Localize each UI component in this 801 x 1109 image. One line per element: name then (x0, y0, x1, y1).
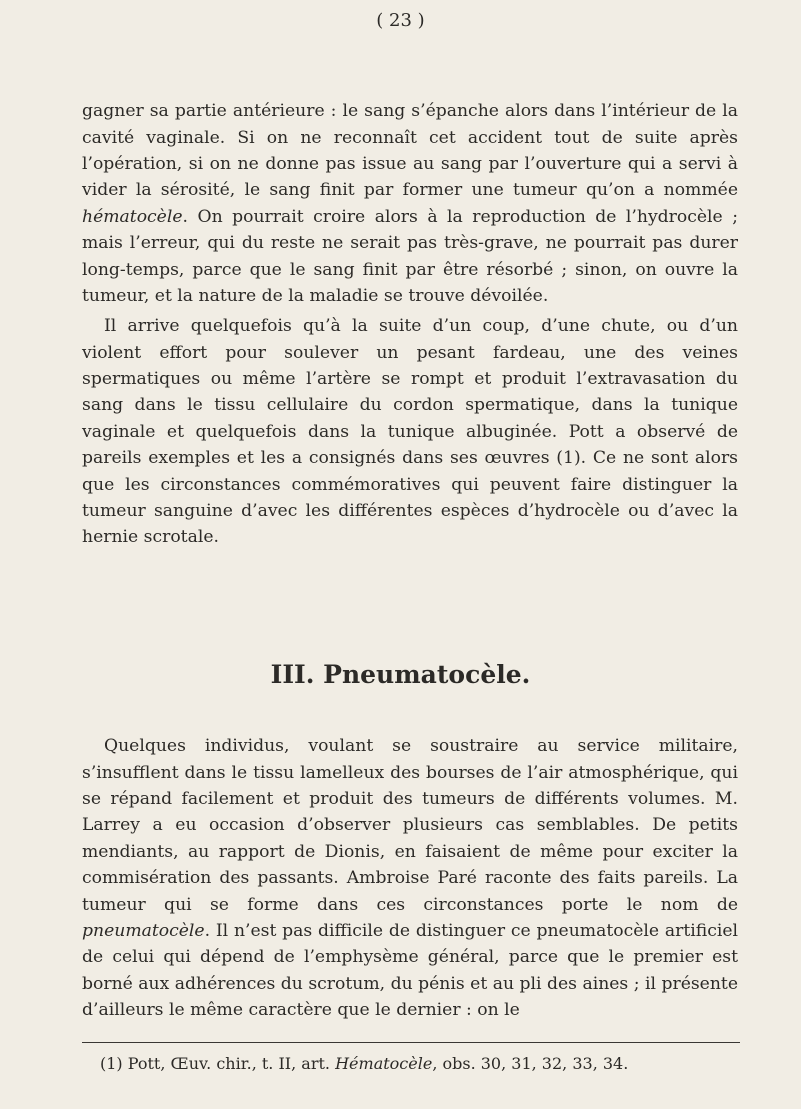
section-heading: III. Pneumatocèle. (270, 660, 531, 689)
footnote-divider (82, 1042, 740, 1043)
paragraph-3-text-a: Quelques individus, voulant se soustraire au service militaire, s’insufflent dans le tissu lamelleux des bourses de l’air atmosphérique, qui se répand facilement et produit des tumeurs de différents volumes. M. Larrey a eu occasion d’observer plusieurs cas semblables. De petits mendiants, au rapport de Dionis, en faisaient de même pour exciter la commisération des passants. Ambroise Paré raconte des faits pareils. La tumeur qui se forme dans ces circonstances porte le nom de (82, 736, 738, 915)
page-number: ( 23 ) (376, 10, 425, 31)
footnote-text-b: , obs. 30, 31, 32, 33, 34. (432, 1054, 629, 1073)
paragraph-1 (82, 98, 738, 309)
term-hematocele: hématocèle (82, 206, 183, 227)
footnote-text-a: (1) Pott, Œuv. chir., t. II, art. (100, 1054, 330, 1073)
paragraph-3-text-b: . Il n’est pas difficile de distinguer ce pneumatocèle artificiel de celui qui dépend de l’emphysème général, parce que le premier est borné aux adhérences du scrotum, du pénis et au pli des aines ; il présente d’ailleurs le même caractère que le dernier : on le (82, 921, 738, 1021)
paragraph-2: Il arrive quelquefois qu’à la suite d’un coup, d’une chute, ou d’un violent effort pour soulever un pesant fardeau, une des veines spermatiques ou même l’artère se rompt et produit l’extravasation du sang dans le tissu cellulaire du cordon spermatique, dans la tunique vaginale et quelquefois dans la tunique albuginée. Pott a observé de pareils exemples et les a consignés dans ses œuvres (1). Ce ne sont alors que les circonstances commémoratives qui peuvent faire distinguer la tumeur sanguine d’avec les différentes espèces d’hydrocèle ou d’avec la hernie scrotale. (82, 316, 738, 548)
paragraph-1-text-b: . On pourrait croire alors à la reproduction de l’hydrocèle ; mais l’erreur, qui du reste ne serait pas très-grave, ne pourrait pas durer long-temps, parce que le sang finit par être résorbé ; sinon, on ouvre la tumeur, et la nature de la maladie se trouve dévoilée. (82, 206, 738, 307)
footnote (100, 1053, 740, 1075)
paragraph-3 (82, 733, 738, 1023)
term-pneumatocele: pneumatocèle (82, 921, 205, 942)
footnote-term: Hématocèle (335, 1054, 433, 1073)
paragraph-1-text-a: gagner sa partie antérieure : le sang s’épanche alors dans l’intérieur de la cavité vaginale. Si on ne reconnaît cet accident tout de suite après l’opération, si on ne donne pas issue au sang par l’ouverture qui a servi à vider la sérosité, le sang finit par former une tumeur qu’on a nommée (82, 101, 738, 201)
